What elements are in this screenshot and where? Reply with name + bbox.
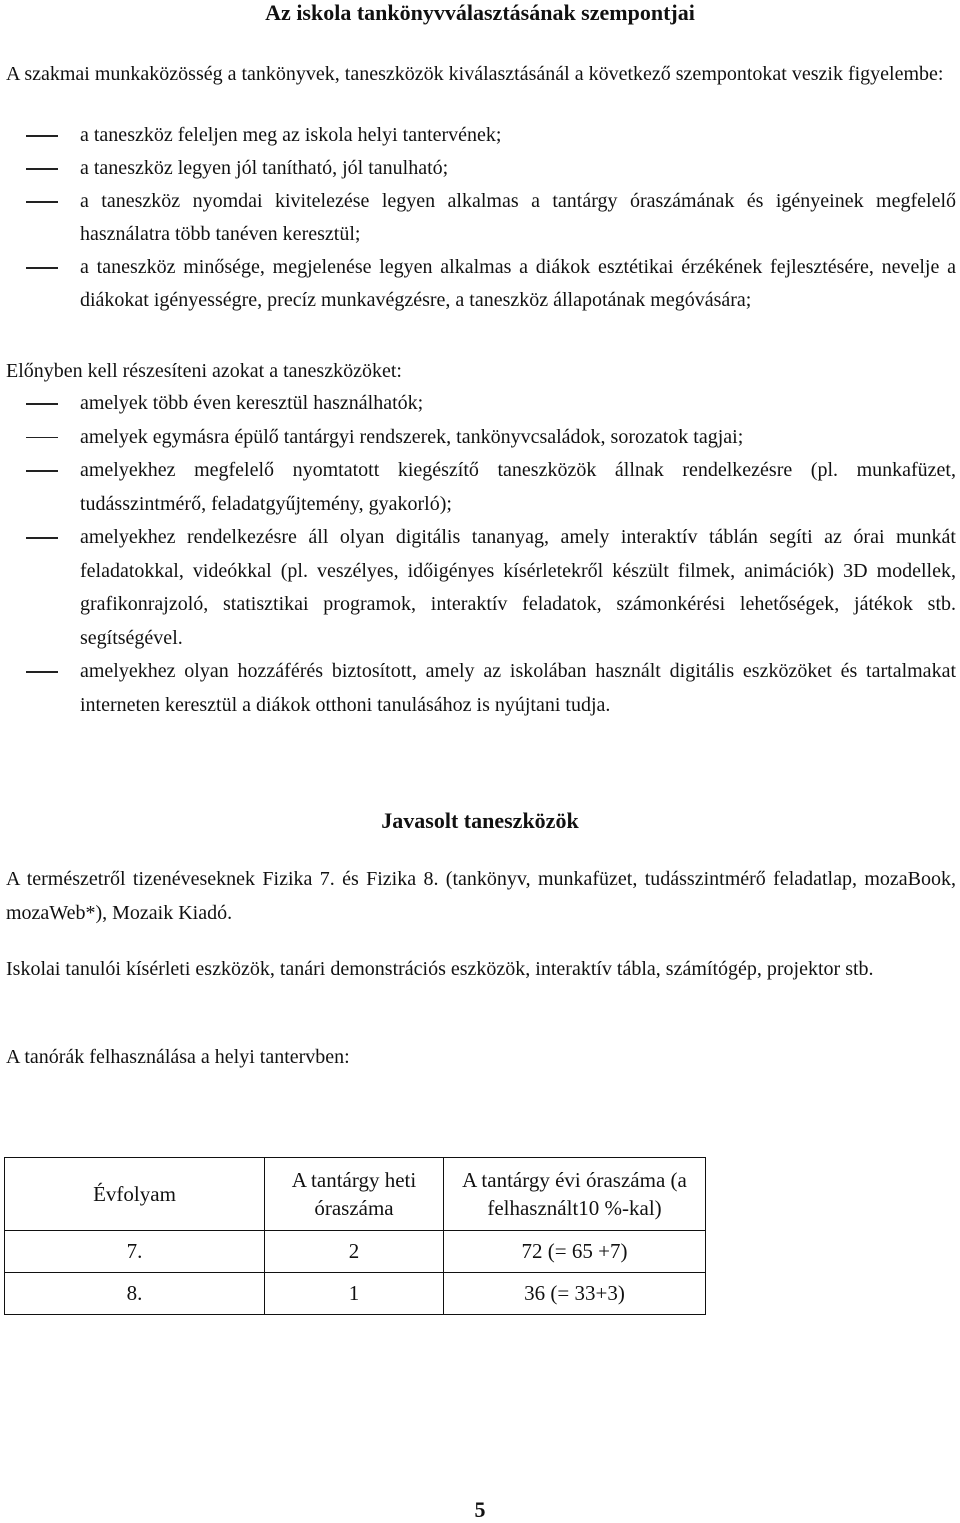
criteria-list	[0, 119, 960, 317]
dash-bullet	[26, 135, 58, 137]
recommended-books: A természetről tizenéveseknek Fizika 7. és Fizika 8. (tankönyv, munkafüzet, tudásszintmérő feladatlap, mozaBook, mozaWeb*), Mozaik Kiadó.	[6, 868, 956, 924]
table-header-row	[5, 1158, 706, 1231]
list-item: a taneszköz legyen jól tanítható, jól tanulható;	[0, 152, 960, 185]
page-number: 5	[474, 1497, 486, 1522]
dash-bullet	[26, 671, 58, 673]
list-item: amelyekhez megfelelő nyomtatott kiegészítő taneszközök állnak rendelkezésre (pl. munkafüzet, tudásszintmérő, feladatgyűjtemény, gyakorló);	[0, 454, 960, 521]
tools-paragraph: Iskolai tanulói kísérleti eszközök, tanári demonstrációs eszközök, interaktív tábla, számítógép, projektor stb.	[6, 958, 874, 980]
dash-bullet	[26, 403, 58, 405]
section-title: Javasolt taneszközök	[381, 808, 579, 833]
col-header-grade: Évfolyam	[5, 1158, 265, 1231]
preferences-list	[0, 387, 960, 722]
page-title: Az iskola tankönyvválasztásának szempontjai	[265, 0, 695, 25]
dash-bullet	[26, 168, 58, 170]
list-item: amelyekhez rendelkezésre áll olyan digitális tananyag, amely interaktív táblán segíti az órai munkát feladatokkal, videókkal (pl. veszélyes, időigényes kísérletekről készült filmek, animációk) 3D modellek, grafikonrajzoló, statisztikai programok, interaktív feladatok, számonkérési lehetőségek, játékok stb. segítségével.	[0, 521, 960, 655]
dash-bullet	[26, 201, 58, 203]
dash-bullet	[26, 537, 58, 539]
list-item: a taneszköz feleljen meg az iskola helyi tantervének;	[0, 119, 960, 152]
preference-intro: Előnyben kell részesíteni azokat a taneszközöket:	[6, 360, 402, 382]
col-header-weekly: A tantárgy heti óraszáma	[265, 1158, 444, 1231]
list-item: a taneszköz nyomdai kivitelezése legyen alkalmas a tantárgy óraszámának és igényeinek megfelelő használatra több tanéven keresztül;	[0, 185, 960, 251]
intro-paragraph: A szakmai munkaközösség a tankönyvek, taneszközök kiválasztásánál a következő szempontokat veszik figyelembe:	[6, 63, 944, 85]
list-item: a taneszköz minősége, megjelenése legyen alkalmas a diákok esztétikai érzékének fejlesztésére, nevelje a diákokat igényességre, precíz munkavégzésre, a taneszköz állapotának megóvására;	[0, 251, 960, 317]
dash-bullet	[26, 437, 58, 439]
list-item: amelyekhez olyan hozzáférés biztosított, amely az iskolában használt digitális eszközöket és tartalmakat interneten keresztül a diákok otthoni tanulásához is nyújtani tudja.	[0, 655, 960, 722]
table-intro: A tanórák felhasználása a helyi tantervben:	[6, 1046, 350, 1068]
hours-table	[4, 1157, 706, 1315]
table-row: 8. 1 36 (= 33+3)	[5, 1273, 706, 1315]
dash-bullet	[26, 267, 58, 269]
dash-bullet	[26, 470, 58, 472]
col-header-yearly: A tantárgy évi óraszáma (a felhasznált10 %-kal)	[444, 1158, 706, 1231]
list-item: amelyek több éven keresztül használhatók;	[0, 387, 960, 421]
list-item: amelyek egymásra épülő tantárgyi rendszerek, tankönyvcsaládok, sorozatok tagjai;	[0, 421, 960, 455]
table-row: 7. 2 72 (= 65 +7)	[5, 1231, 706, 1273]
